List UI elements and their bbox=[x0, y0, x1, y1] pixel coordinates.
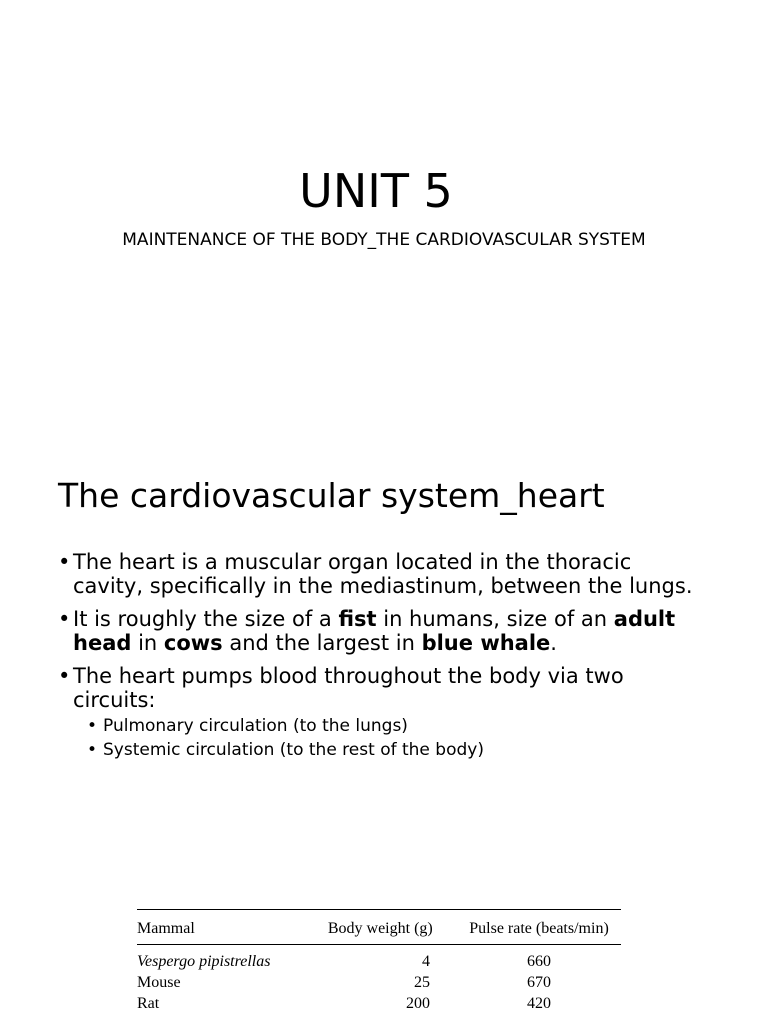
bullet-text-part: It is roughly the size of a bbox=[73, 607, 339, 631]
sub-bullet-text: Systemic circulation (to the rest of the body) bbox=[103, 740, 484, 760]
bullet-item bbox=[58, 607, 698, 655]
bold-term-blue-whale: blue whale bbox=[421, 631, 551, 655]
cell-mammal: Mouse bbox=[137, 974, 181, 991]
bullet-text-part: and the largest in bbox=[222, 631, 422, 655]
bullet-marker: • bbox=[58, 664, 71, 688]
unit-title: UNIT 5 bbox=[299, 164, 453, 218]
slide-title: The cardiovascular system_heart bbox=[58, 476, 605, 515]
bullet-marker: • bbox=[58, 550, 71, 574]
header-body-weight: Body weight (g) bbox=[294, 910, 457, 945]
bullet-marker: • bbox=[58, 607, 71, 631]
cell-pulse: 670 bbox=[527, 974, 552, 991]
bullet-text: The heart is a muscular organ located in the thoracic cavity, specifically in the mediastinum, between the lungs. bbox=[73, 550, 693, 598]
sub-bullet-text: Pulmonary circulation (to the lungs) bbox=[103, 716, 408, 736]
pulse-table-wrapper bbox=[137, 909, 621, 1014]
sub-bullet-marker: • bbox=[87, 740, 98, 760]
sub-bullet-item bbox=[87, 738, 698, 762]
species-name: Vespergo pipistrellas bbox=[137, 953, 271, 970]
cell-mammal bbox=[137, 945, 294, 973]
header-pulse-rate: Pulse rate (beats/min) bbox=[457, 910, 621, 945]
table-header-row bbox=[137, 910, 621, 945]
sub-bullet-list bbox=[73, 714, 698, 762]
cell-weight: 200 bbox=[406, 995, 431, 1012]
pulse-rate-table bbox=[137, 909, 621, 1014]
bullet-text: The heart pumps blood throughout the body via two circuits: bbox=[73, 664, 624, 712]
bold-term-cows: cows bbox=[163, 631, 223, 655]
sub-bullet-marker: • bbox=[87, 716, 98, 736]
header-mammal: Mammal bbox=[137, 910, 294, 945]
table-row bbox=[137, 993, 621, 1014]
bullet-text-part: in humans, size of an bbox=[376, 607, 614, 631]
bullet-item bbox=[58, 664, 698, 762]
unit-subtitle: MAINTENANCE OF THE BODY_THE CARDIOVASCULAR SYSTEM bbox=[122, 230, 646, 250]
cell-mammal: Rat bbox=[137, 995, 160, 1012]
table-row bbox=[137, 945, 621, 973]
table-row bbox=[137, 972, 621, 993]
cell-weight: 4 bbox=[422, 953, 431, 970]
cell-weight: 25 bbox=[414, 974, 431, 991]
bullet-text-part: in bbox=[131, 631, 164, 655]
bold-term-fist: fist bbox=[338, 607, 377, 631]
cell-pulse: 660 bbox=[527, 953, 552, 970]
sub-bullet-item bbox=[87, 714, 698, 738]
bold-term-adult-head: adult head bbox=[73, 607, 676, 655]
cell-pulse: 420 bbox=[527, 995, 552, 1012]
bullet-item bbox=[58, 550, 698, 598]
bullet-text-part: . bbox=[550, 631, 557, 655]
bullet-list bbox=[58, 550, 698, 771]
